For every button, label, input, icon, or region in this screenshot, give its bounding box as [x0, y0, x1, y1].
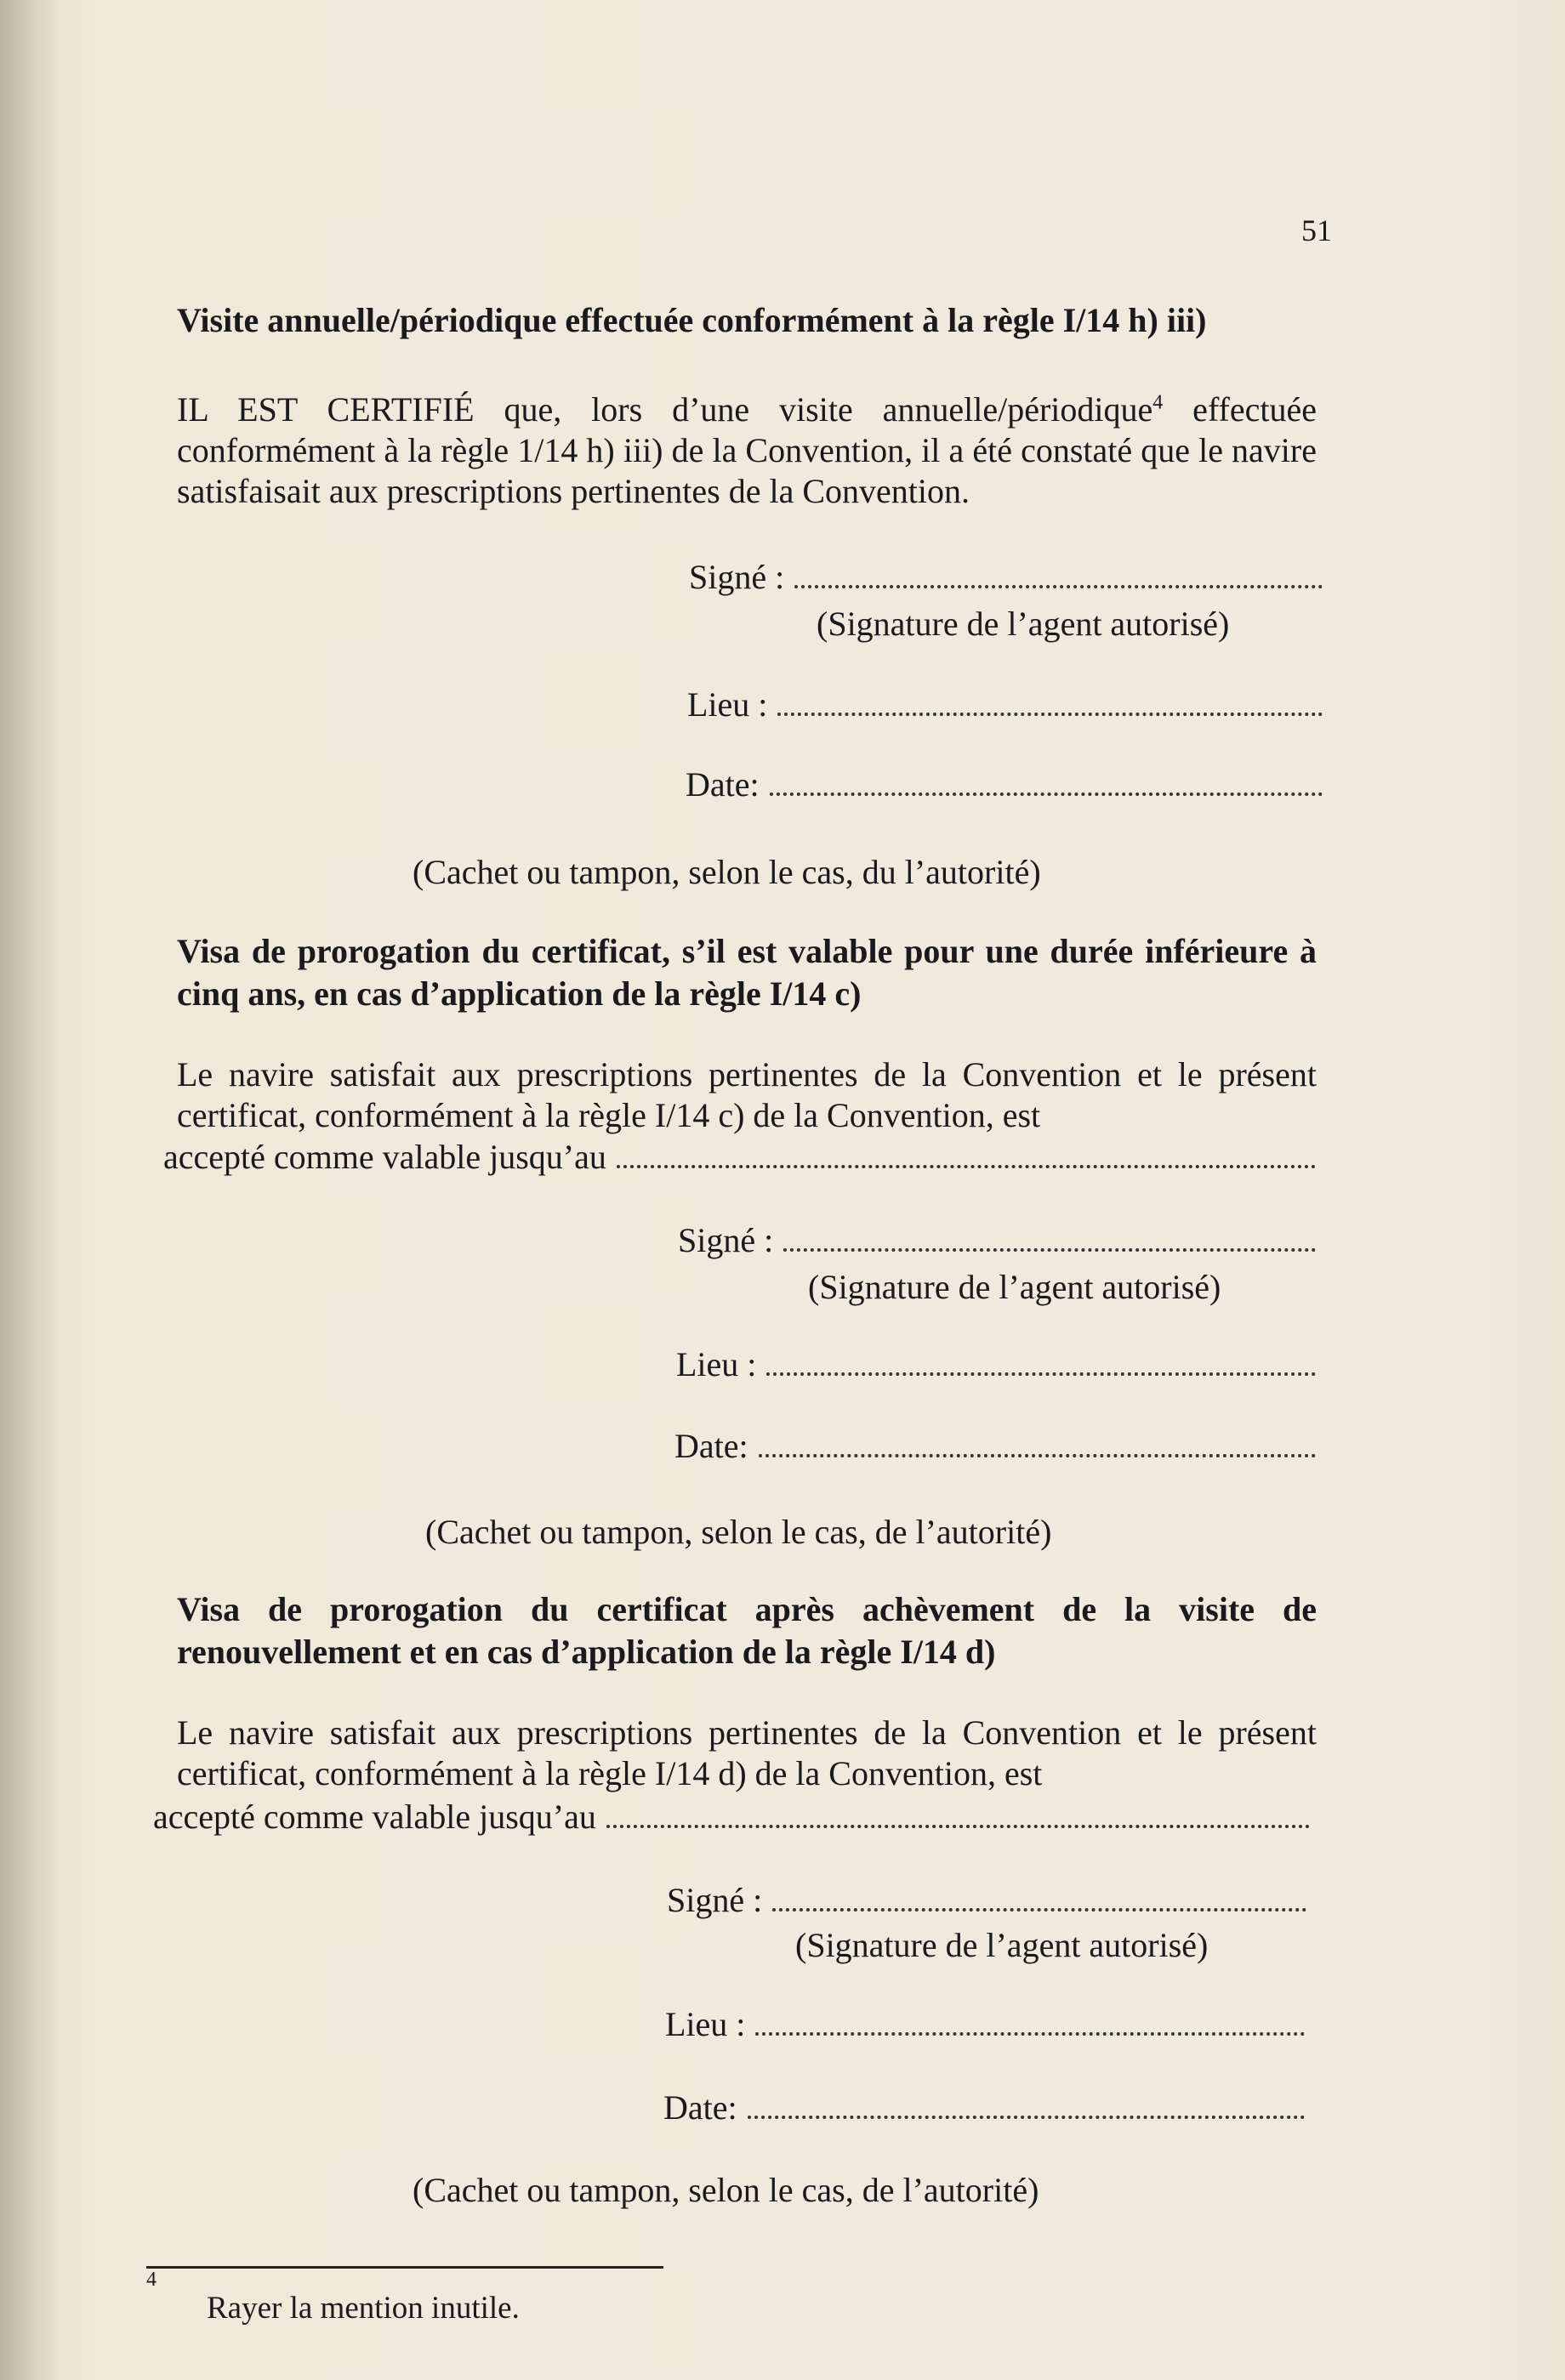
section-3-place-line — [665, 2003, 1305, 2045]
section-1-heading: Visite annuelle/périodique effectuée conformément à la règle I/14 h) iii) — [177, 301, 1207, 339]
section-2-place-label: Lieu : — [676, 1345, 757, 1383]
section-3-seal-caption: (Cachet ou tampon, selon le cas, de l’autorité) — [413, 2171, 1039, 2209]
signature-dotted-line — [794, 556, 1323, 588]
section-3-body: Le navire satisfait aux prescriptions pertinentes de la Convention et le présent certificat, conformément à la règle I/14 d) de la Convention, est — [177, 1713, 1317, 1792]
date-dotted-line — [770, 764, 1323, 796]
section-2-heading: Visa de prorogation du certificat, s’il est valable pour une durée inférieure à cinq ans, en cas d’application de la règle I/14 c) — [177, 932, 1317, 1013]
section-1-signed-line — [689, 556, 1323, 598]
signature-dotted-line — [772, 1879, 1306, 1911]
section-3-signed-line — [667, 1879, 1306, 1921]
section-1-place-label: Lieu : — [687, 685, 768, 724]
section-2-signed-line — [678, 1219, 1316, 1261]
section-1-body — [177, 389, 1317, 512]
section-1-body-start: IL EST CERTIFIÉ que, lors d’une visite annuelle/périodique — [177, 390, 1153, 429]
footnote-text: Rayer la mention inutile. — [207, 2291, 520, 2326]
section-1-body-end: effectuée conformément à la règle 1/14 h) iii) de la Convention, il a été constaté que le navire satisfaisait aux prescriptions pertinentes de la Convention. — [177, 390, 1317, 510]
section-1-date-line — [686, 764, 1323, 805]
section-3-valid-until-label: accepté comme valable jusqu’au — [153, 1798, 596, 1836]
section-3-date-line — [663, 2087, 1305, 2128]
section-3-signed-label: Signé : — [667, 1881, 763, 1919]
section-2-date-line — [674, 1425, 1316, 1467]
section-2-valid-until-line — [163, 1136, 1316, 1178]
section-3-signature-caption: (Signature de l’agent autorisé) — [795, 1926, 1209, 1964]
section-1-place-line — [687, 684, 1323, 725]
section-3-date-label: Date: — [663, 2088, 737, 2127]
section-2-place-line — [676, 1343, 1316, 1385]
section-3-valid-until-line — [153, 1796, 1310, 1838]
section-2-date-label: Date: — [674, 1427, 748, 1465]
section-2-signature-caption: (Signature de l’agent autorisé) — [808, 1268, 1221, 1306]
book-gutter-shadow — [0, 0, 60, 2380]
section-2-seal-caption: (Cachet ou tampon, selon le cas, de l’autorité) — [425, 1513, 1052, 1551]
section-1-date-label: Date: — [686, 765, 760, 804]
section-2-signed-label: Signé : — [678, 1221, 774, 1259]
page-number: 51 — [1301, 213, 1332, 247]
date-dotted-line — [748, 2087, 1305, 2119]
section-2-body: Le navire satisfait aux prescriptions pertinentes de la Convention et le présent certificat, conformément à la règle I/14 c) de la Convention, est — [177, 1055, 1317, 1134]
place-dotted-line — [777, 684, 1323, 716]
section-1-signature-caption: (Signature de l’agent autorisé) — [817, 605, 1230, 643]
valid-until-dotted-line — [606, 1796, 1310, 1828]
place-dotted-line — [755, 2003, 1305, 2036]
section-2-valid-until-label: accepté comme valable jusqu’au — [163, 1138, 606, 1176]
place-dotted-line — [766, 1343, 1316, 1376]
footnote-reference: 4 — [1152, 391, 1164, 414]
footnote-number: 4 — [146, 2269, 156, 2291]
signature-dotted-line — [783, 1219, 1316, 1252]
section-1-signed-label: Signé : — [689, 558, 785, 596]
section-3-heading: Visa de prorogation du certificat après achèvement de la visite de renouvellement et en cas d’application de la règle I/14 d) — [177, 1590, 1317, 1671]
valid-until-dotted-line — [617, 1136, 1316, 1168]
date-dotted-line — [759, 1425, 1316, 1457]
footnote-rule — [146, 2266, 663, 2269]
section-3-place-label: Lieu : — [665, 2005, 746, 2043]
section-1-seal-caption: (Cachet ou tampon, selon le cas, du l’autorité) — [413, 853, 1041, 891]
